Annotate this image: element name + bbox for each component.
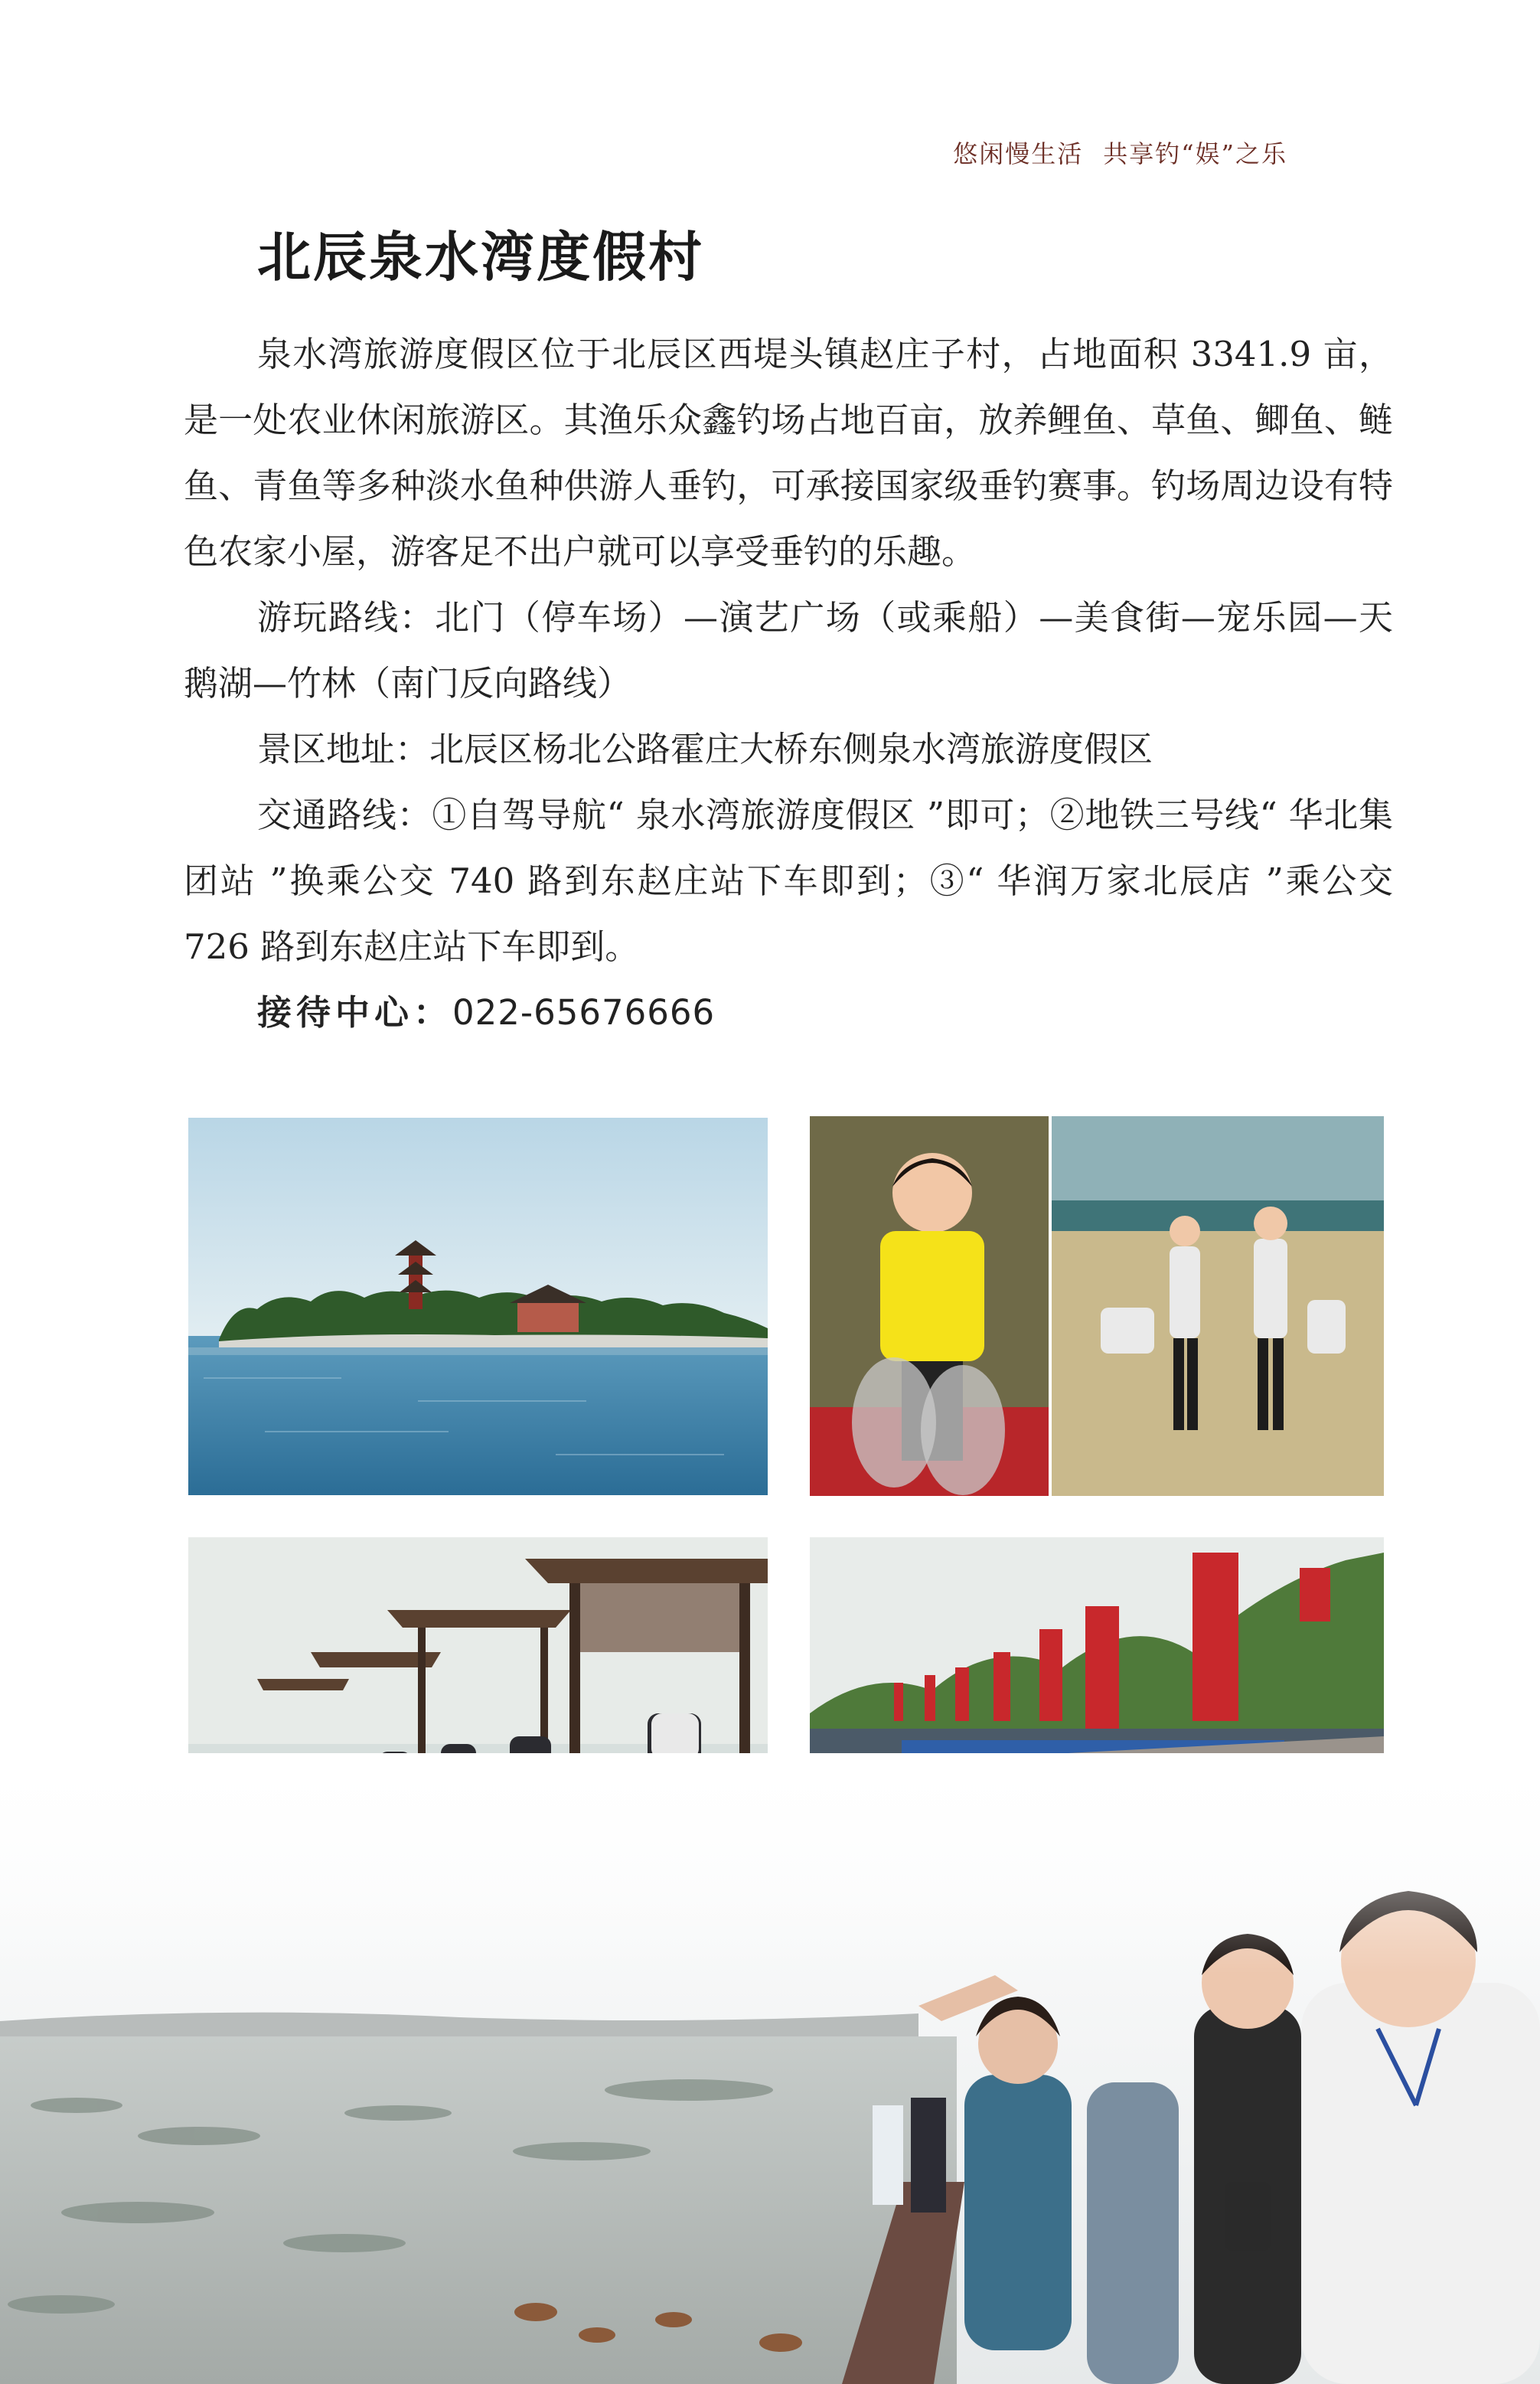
intro-paragraph: 泉水湾旅游度假区位于北辰区西堤头镇赵庄子村，占地面积 3341.9 亩，是一处农业休闲旅游区。其渔乐众鑫钓场占地百亩，放养鲤鱼、草鱼、鲫鱼、鲢鱼、青鱼等多种淡水鱼种供游人垂钓，可承接国家级垂钓赛事。钓场周边设有特色农家小屋，游客足不出户就可以享受垂钓的乐趣。 [184,334,1393,572]
lake-island-photo [188,1118,768,1495]
route-paragraph: 游玩路线：北门（停车场）—演艺广场（或乘船）—美食街—宠乐园—天鹅湖—竹林（南门反向路线） [184,597,1393,704]
bottom-lake-panorama [0,1753,1540,2384]
transport-paragraph: 交通路线：①自驾导航“ 泉水湾旅游度假区 ”即可；②地铁三号线“ 华北集团站 ”换乘公交 740 路到东赵庄站下车即到；③“ 华润万家北辰店 ”乘公交 726 路到东赵庄站下车即到。 [184,795,1393,967]
kids-fish-catching-photo [810,1116,1384,1496]
page-title: 北辰泉水湾度假村 [257,226,704,289]
address-paragraph: 景区地址：北辰区杨北公路霍庄大桥东侧泉水湾旅游度假区 [257,729,1153,769]
running-header-part2: 共享钓“娱”之乐 [1103,139,1287,168]
running-header [953,135,1287,170]
article-body [184,322,1393,1046]
running-header-part1: 悠闲慢生活 [953,139,1084,168]
contact-label: 接待中心： [257,992,453,1033]
contact-phone: 022-65676666 [452,992,716,1033]
contact-line [184,980,1393,1046]
